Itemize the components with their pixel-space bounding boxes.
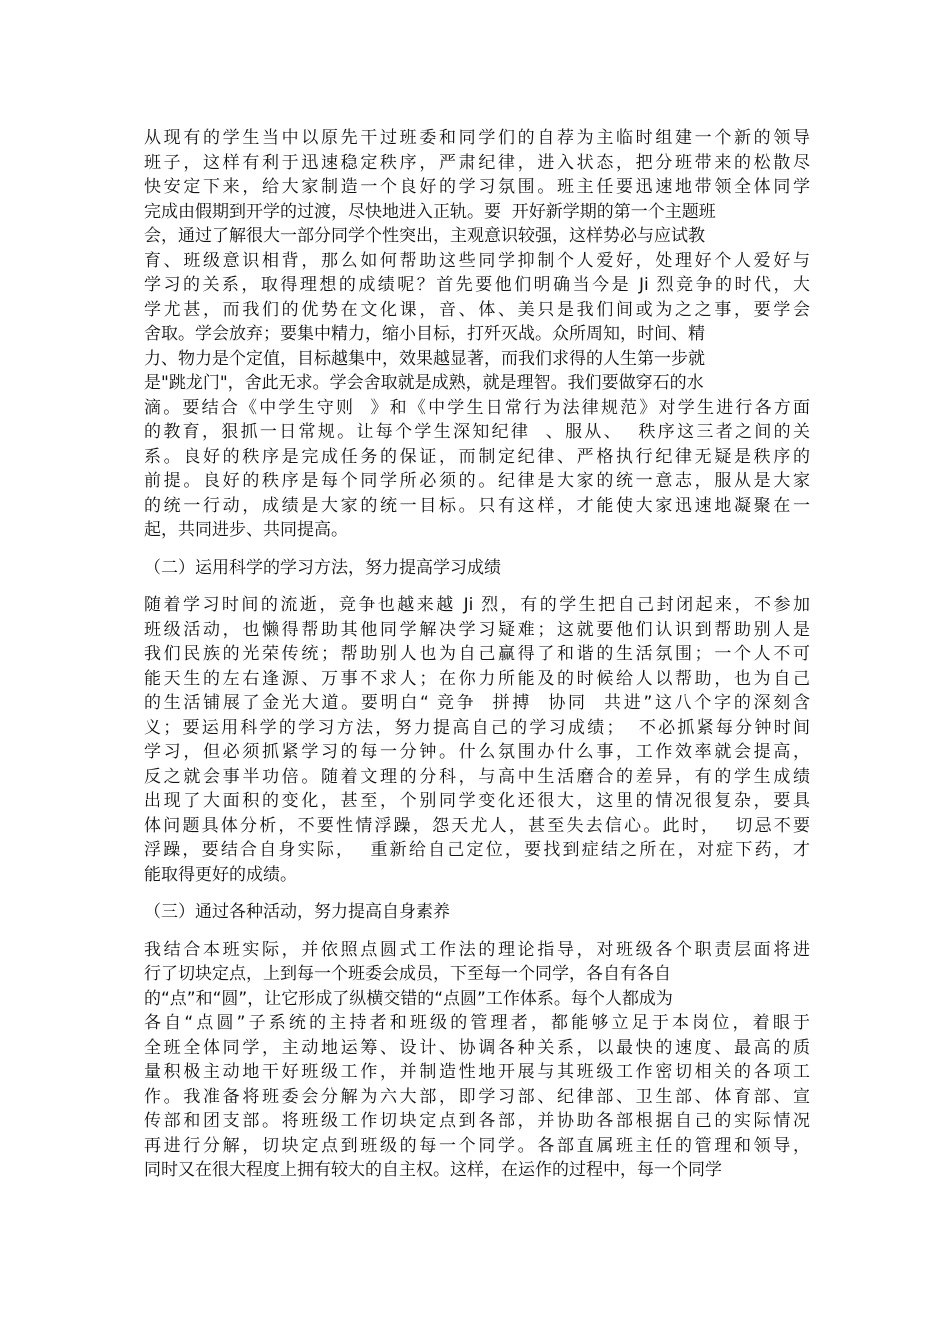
text-line: 班子，这样有利于迅速稳定秩序，严肃纪律，进入状态，把分班带来的松散尽: [144, 152, 810, 173]
text-line: 再进行分解，切块定点到班级的每一个同学。各部直属班主任的管理和领导，: [144, 1135, 810, 1156]
text-line: 的“点”和“圆”，让它形成了纵横交错的“点圆”工作体系。每个人都成为: [144, 988, 673, 1009]
text-line: 从现有的学生当中以原先干过班委和同学们的自荐为主临时组建一个新的领导: [144, 128, 810, 148]
text-line: 学尤甚，而我们的优势在文化课，音、体、美只是我们间或为之之事，要学会: [144, 299, 810, 320]
text-line: 作。我准备将班委会分解为六大部，即学习部、纪律部、卫生部、体育部、宣: [144, 1086, 810, 1107]
paragraph-class-committee: [144, 126, 810, 543]
text-line: 滴。要结合《中学生守则 》和《中学生日常行为法律规范》对学生进行各方面: [144, 397, 810, 418]
text-line: 同时又在很大程度上拥有较大的自主权。这样，在运作的过程中，每一个同学: [144, 1160, 722, 1180]
text-line: 行了切块定点，上到每一个班委会成员，下至每一个同学，各自有各自: [144, 964, 671, 984]
document-body: [144, 126, 810, 1183]
text-line: 各自“点圆”子系统的主持者和班级的管理者，都能够立足于本岗位，着眼于: [144, 1013, 810, 1033]
text-line: 学习的关系，取得理想的成绩呢？首先要他们明确当今是 Ji 烈竞争的时代，大: [144, 275, 810, 295]
text-line: 力、物力是个定值，目标越集中，效果越显著，而我们求得的人生第一步就: [144, 348, 705, 369]
text-line: 前提。良好的秩序是每个同学所必须的。纪律是大家的统一意志，服从是大家: [144, 471, 810, 491]
text-line: 量积极主动地干好班级工作，并制造性地开展与其班级工作密切相关的各项工: [144, 1062, 810, 1082]
text-line: 全班全体同学，主动地运筹、设计、协调各种关系，以最快的速度、最高的质: [144, 1037, 810, 1058]
paragraph-study-methods: [144, 593, 810, 887]
text-line: 系。良好的秩序是完成任务的保证，而制定纪律、严格执行纪律无疑是秩序的: [144, 446, 810, 467]
text-line: 的生活铺展了金光大道。要明白“ 竞争 拼搏 协同 共进”这八个字的深刻含: [144, 693, 810, 713]
text-line: 能取得更好的成绩。: [144, 864, 297, 885]
paragraph-activities: [144, 938, 810, 1183]
text-line: 出现了大面积的变化，甚至，个别同学变化还很大，这里的情况很复杂，要具: [144, 791, 810, 811]
section-heading-activities: （三）通过各种活动，努力提高自身素养: [144, 902, 450, 922]
text-line: 传部和团支部。将班级工作切块定点到各部，并协助各部根据自己的实际情况: [144, 1111, 810, 1131]
section-heading-study-methods: （二）运用科学的学习方法，努力提高学习成绩: [144, 557, 501, 578]
text-line: 浮躁，要结合自身实际， 重新给自己定位，要找到症结之所在，对症下药，才: [144, 840, 810, 860]
text-line: 我结合本班实际，并依照点圆式工作法的理论指导，对班级各个职责层面将进: [144, 939, 810, 960]
text-line: 随着学习时间的流逝，竞争也越来越 Ji 烈，有的学生把自己封闭起来，不参加: [144, 595, 810, 615]
text-line: 反之就会事半功倍。随着文理的分科，与高中生活磨合的差异，有的学生成绩: [144, 766, 810, 787]
text-line: 舍取。学会放弃；要集中精力，缩小目标，打歼灭战。众所周知，时间、精: [144, 324, 705, 344]
text-line: 的教育，狠抓一日常规。让每个学生深知纪律 、服从、 秩序这三者之间的关: [144, 422, 810, 442]
text-line: 完成由假期到开学的过渡，尽快地进入正轨。要 开好新学期的第一个主题班: [144, 201, 716, 222]
text-line: 我们民族的光荣传统；帮助别人也为自己赢得了和谐的生活氛围；一个人不可: [144, 644, 810, 664]
text-line: 快安定下来，给大家制造一个良好的学习氛围。班主任要迅速地带领全体同学: [144, 177, 810, 197]
text-line: 是"跳龙门"，舍此无求。学会舍取就是成熟，就是理智。我们要做穿石的水: [144, 373, 704, 393]
text-line: 会，通过了解很大一部分同学个性突出，主观意识较强，这样势必与应试教: [144, 226, 705, 246]
text-line: 学习，但必须抓紧学习的每一分钟。什么氛围办什么事，工作效率就会提高，: [144, 742, 810, 762]
text-line: 班级活动，也懒得帮助其他同学解决学习疑难；这就要他们认识到帮助别人是: [144, 619, 810, 640]
text-line: 育、班级意识相背，那么如何帮助这些同学抑制个人爱好，处理好个人爱好与: [144, 250, 810, 271]
text-line: 义；要运用科学的学习方法，努力提高自己的学习成绩； 不必抓紧每分钟时间: [144, 717, 810, 738]
text-line: 体问题具体分析，不要性情浮躁，怨天尤人，甚至失去信心。此时， 切忌不要: [144, 815, 810, 836]
text-line: 的统一行动，成绩是大家的统一目标。只有这样，才能使大家迅速地凝聚在一: [144, 495, 810, 516]
text-line: 能天生的左右逢源、万事不求人；在你力所能及的时候给人以帮助，也为自己: [144, 668, 810, 689]
text-line: 起，共同进步、共同提高。: [144, 520, 348, 540]
